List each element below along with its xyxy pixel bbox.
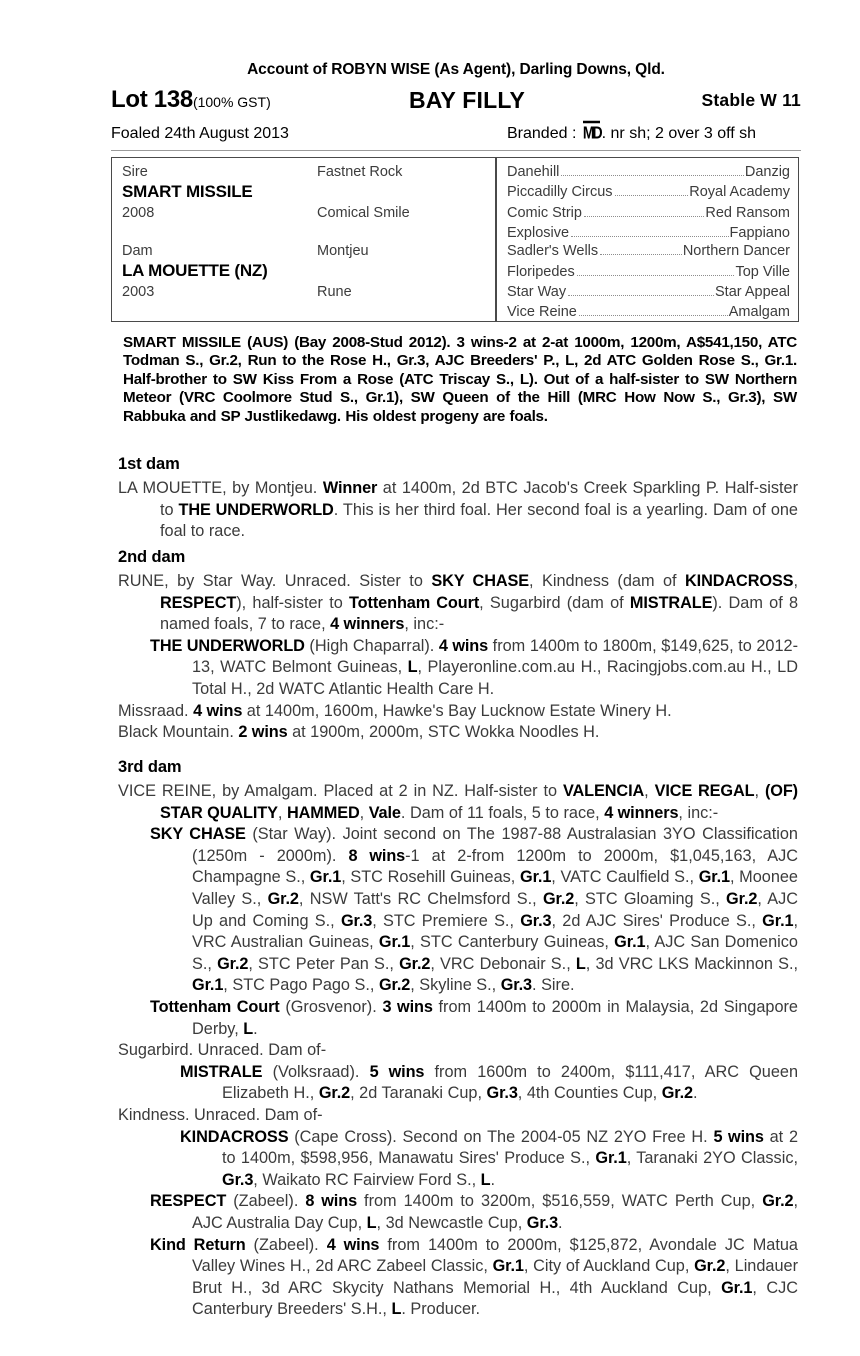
highlight-text: 8 wins: [348, 846, 406, 865]
leader-dots: [561, 175, 743, 176]
entry-text: . Dam of 11 foals, 5 to race,: [400, 803, 605, 822]
entry-text: from 1400m to 2000m in Malaysia, 2d Singapore Derby,: [192, 998, 798, 1038]
gst-note: (100% GST): [192, 94, 271, 110]
highlight-text: 8 wins: [305, 1192, 358, 1211]
entry-text: at 1400m, 2d BTC Jacob's Creek Sparkling P. Half-sister to: [160, 479, 798, 519]
grandparent-left: Vice Reine: [507, 304, 577, 320]
leader-dots: [579, 315, 728, 316]
grandparent-right: Amalgam: [728, 304, 790, 320]
highlight-text: Vale: [368, 803, 401, 822]
highlight-text: THE UNDERWORLD: [178, 500, 334, 519]
highlight-text: Gr.1: [192, 976, 224, 995]
entry-text: .: [490, 1170, 496, 1189]
highlight-text: Gr.3: [500, 976, 533, 995]
highlight-text: Gr.2: [399, 954, 431, 973]
dam-sire: Montjeu: [317, 243, 369, 259]
highlight-text: 4 wins: [438, 636, 489, 655]
branded-detail: . nr sh; 2 over 3 off sh: [601, 125, 757, 142]
entry-text: (Zabeel).: [245, 1235, 327, 1254]
grandparent-left: Sadler's Wells: [507, 243, 599, 259]
entry-text: , STC Rosehill Guineas,: [341, 868, 520, 887]
highlight-text: MISTRALE: [180, 1062, 263, 1081]
highlight-text: 4 winners: [330, 615, 405, 634]
leader-dots: [577, 275, 735, 276]
grandparent-row: [507, 243, 790, 259]
stable-number: Stable W 11: [701, 90, 801, 110]
dam-heading: 2nd dam: [118, 548, 186, 566]
highlight-text: 2 wins: [238, 723, 288, 742]
grandparent-row: [507, 205, 790, 221]
entry-text: LA MOUETTE, by Montjeu.: [118, 479, 323, 497]
entry-text: at 1900m, 2000m, STC Wokka Noodles H.: [287, 723, 600, 742]
entry-text: , 3d VRC LKS Mackinnon S.,: [585, 954, 798, 973]
entry-text: ,: [277, 803, 287, 822]
highlight-text: Gr.1: [378, 933, 411, 952]
entry-text: , STC Gloaming S.,: [574, 889, 727, 908]
highlight-text: L: [366, 1213, 377, 1232]
entry-text: , Sugarbird (dam of: [479, 593, 630, 612]
entry-text: ,: [754, 782, 765, 800]
entry-text: . Producer.: [401, 1300, 481, 1319]
highlight-text: Gr.2: [726, 889, 758, 908]
entry-text: , Lindauer Brut H., 3d ARC Skycity Nathans Memorial H., 4th Auckland Cup,: [192, 1257, 799, 1297]
entry-text: from 1400m to 2000m, $125,872, Avondale JC Matua Valley Wines H., 2d ARC Zabeel Classic,: [192, 1235, 798, 1276]
pedigree-entry: [118, 571, 798, 636]
entry-text: at 2 to 1400m, $598,956, Manawatu Sires' Produce S.,: [222, 1127, 798, 1168]
entry-text: RUNE, by Star Way. Unraced. Sister to: [118, 572, 432, 590]
highlight-text: Tottenham Court: [349, 593, 480, 612]
grandparent-left: Star Way: [507, 284, 567, 300]
pedigree-entry: [118, 701, 798, 723]
pedigree-entry: [118, 722, 798, 744]
highlight-text: 4 wins: [326, 1235, 380, 1254]
grandparent-left: Explosive: [507, 225, 570, 241]
highlight-text: Gr.1: [595, 1149, 627, 1168]
entry-text: , 2d Taranaki Cup,: [350, 1084, 487, 1103]
grandparent-row: [507, 304, 790, 320]
pedigree-entry: [118, 478, 798, 543]
dam-heading: 3rd dam: [118, 758, 182, 776]
grandparent-right: Fappiano: [729, 225, 790, 241]
highlight-text: L: [480, 1170, 491, 1189]
highlight-text: MISTRALE: [629, 593, 713, 612]
dam-heading: 1st dam: [118, 455, 180, 473]
entry-text: from 1600m to 2400m, $111,417, ARC Queen Elizabeth H.,: [222, 1062, 799, 1103]
highlight-text: Gr.1: [762, 911, 794, 930]
entry-text: , 4th Counties Cup,: [517, 1084, 662, 1103]
highlight-text: Gr.1: [698, 868, 730, 887]
entry-text: VICE REINE, by Amalgam. Placed at 2 in NZ. Half-sister to: [118, 782, 563, 800]
highlight-text: 5 wins: [369, 1062, 425, 1081]
entry-text: , Waikato RC Fairview Ford S.,: [253, 1170, 481, 1189]
entry-text: Black Mountain.: [118, 723, 239, 742]
entry-text: , STC Pago Pago S.,: [223, 976, 379, 995]
entry-text: ,: [359, 803, 369, 822]
grandparent-left: Danehill: [507, 164, 560, 180]
grandparent-right: Northern Dancer: [682, 243, 790, 259]
highlight-text: Winner: [322, 479, 378, 497]
entry-text: , inc:-: [404, 615, 445, 634]
entry-text: Missraad.: [118, 701, 194, 720]
leader-dots: [600, 254, 682, 255]
sire-summary: SMART MISSILE (AUS) (Bay 2008-Stud 2012). 3 wins-2 at 2-at 1000m, 1200m, A$541,150, ATC Todman S., Gr.2, Run to the Rose H., Gr.3, AJC Breeders' P., L, 2d ATC Golden Rose S., Gr.1. Half-brother to SW Kiss From a Rose (ATC Triscay S., L). Out of a half-sister to SW Northern Meteor (VRC Coolmore Stud S., Gr.1), SW Queen of the Hill (MRC How Now S., Gr.3), SW Rabbuka and SP Justlikedawg. His oldest progeny are foals.: [123, 334, 797, 425]
entry-text: , VRC Debonair S.,: [430, 954, 576, 973]
highlight-text: Gr.2: [267, 889, 299, 908]
branded-info: [507, 122, 757, 143]
account-line: Account of ROBYN WISE (As Agent), Darling Downs, Qld.: [247, 61, 665, 78]
sire-label: Sire: [122, 164, 148, 180]
entry-text: , STC Peter Pan S.,: [248, 954, 400, 973]
highlight-text: Gr.1: [614, 933, 646, 952]
pedigree-entry: [150, 824, 798, 997]
entry-text: , AJC Australia Day Cup,: [192, 1192, 798, 1232]
pedigree-entry: [118, 781, 798, 824]
entry-text: , AJC Up and Coming S.,: [192, 889, 798, 930]
entry-text: .: [558, 1213, 563, 1232]
entry-text: , 2d AJC Sires' Produce S.,: [551, 911, 763, 930]
highlight-text: Gr.1: [520, 868, 552, 887]
highlight-text: Gr.1: [492, 1257, 524, 1276]
leader-dots: [568, 295, 714, 296]
brand-mark-icon: MD: [582, 122, 601, 142]
highlight-text: THE UNDERWORLD: [150, 636, 305, 655]
pedigree-entry: [150, 1191, 798, 1234]
highlight-text: Gr.2: [661, 1084, 693, 1103]
lot-number-label: Lot 138: [111, 86, 193, 113]
highlight-text: Gr.3: [222, 1170, 254, 1189]
pedigree-entry: [118, 1105, 798, 1127]
highlight-text: Gr.2: [217, 954, 249, 973]
entry-text: ,: [793, 572, 798, 590]
entry-text: from 1400m to 3200m, $516,559, WATC Perth Cup,: [357, 1192, 763, 1211]
highlight-text: Gr.2: [694, 1257, 726, 1276]
highlight-text: L: [391, 1300, 402, 1319]
entry-text: , City of Auckland Cup,: [523, 1257, 695, 1276]
highlight-text: Gr.3: [520, 911, 552, 930]
highlight-text: RESPECT: [150, 1192, 227, 1211]
foaled-date: Foaled 24th August 2013: [111, 125, 289, 142]
header-divider: [111, 150, 801, 151]
highlight-text: Gr.3: [486, 1084, 518, 1103]
grandparent-right: Top Ville: [735, 264, 790, 280]
entry-text: .: [253, 1019, 258, 1038]
page-header: [111, 60, 801, 149]
pedigree-entry: [180, 1062, 798, 1105]
grandparent-right: Royal Academy: [689, 184, 790, 200]
dam-dam: Rune: [317, 284, 352, 300]
entry-text: (High Chaparral).: [304, 636, 439, 655]
highlight-text: VICE REGAL: [654, 782, 755, 800]
entry-text: , CJC Canterbury Breeders' S.H.,: [192, 1278, 798, 1319]
highlight-text: Gr.2: [542, 889, 575, 908]
entry-text: (Volksraad).: [262, 1062, 370, 1081]
entry-text: . Sire.: [532, 976, 575, 995]
highlight-text: Gr.1: [309, 868, 342, 887]
grandparent-row: [507, 164, 790, 180]
entry-text: ,: [644, 782, 655, 800]
highlight-text: RESPECT: [160, 593, 237, 612]
entry-text: at 1400m, 1600m, Hawke's Bay Lucknow Estate Winery H.: [242, 701, 672, 720]
highlight-text: 4 wins: [193, 701, 243, 720]
entry-text: from 1400m to 1800m, $149,625, to 2012-13, WATC Belmont Guineas,: [192, 636, 798, 677]
dam-name: LA MOUETTE (NZ): [122, 261, 268, 280]
highlight-text: KINDACROSS: [684, 572, 794, 590]
grandparent-left: Floripedes: [507, 264, 575, 280]
sire-dam: Comical Smile: [317, 205, 410, 221]
entry-text: (Cape Cross). Second on The 2004-05 NZ 2YO Free H.: [288, 1127, 714, 1146]
entry-text: (Grosvenor).: [279, 998, 383, 1016]
leader-dots: [615, 195, 689, 196]
entry-text: ). Dam of 8 named foals, 7 to race,: [160, 593, 799, 634]
highlight-text: Tottenham Court: [150, 998, 280, 1016]
pedigree-entry: [150, 1235, 798, 1321]
sire-year: 2008: [122, 205, 155, 221]
pedigree-entry: [150, 997, 798, 1040]
highlight-text: 4 winners: [604, 803, 679, 822]
highlight-text: Gr.2: [762, 1192, 794, 1211]
entry-text: , VATC Caulfield S.,: [551, 868, 699, 887]
entry-text: , AJC San Domenico S.,: [192, 933, 798, 973]
pedigree-left-column: [112, 158, 495, 321]
grandparent-left: Comic Strip: [507, 205, 582, 221]
entry-text: , Moonee Valley S.,: [192, 868, 798, 908]
highlight-text: VALENCIA: [562, 782, 645, 800]
highlight-text: 5 wins: [713, 1127, 764, 1146]
pedigree-entry: [118, 1040, 798, 1062]
leader-dots: [584, 216, 704, 217]
entry-text: , STC Premiere S.,: [372, 911, 521, 930]
highlight-text: Gr.3: [526, 1213, 559, 1232]
highlight-text: L: [575, 954, 586, 973]
foaled-branded-row: [111, 122, 801, 149]
highlight-text: Gr.3: [340, 911, 373, 930]
entry-text: Kindness. Unraced. Dam of-: [118, 1106, 323, 1124]
dam-year: 2003: [122, 284, 155, 300]
entry-text: , Playeronline.com.au H., Racingjobs.com.au H., LD Total H., 2d WATC Atlantic Health Care H.: [192, 658, 798, 698]
highlight-text: HAMMED: [286, 803, 360, 822]
entry-text: (Star Way). Joint second on The 1987-88 Australasian 3YO Classification (1250m - 2000m).: [192, 825, 798, 865]
entry-text: , Skyline S.,: [410, 976, 501, 995]
highlight-text: Gr.2: [318, 1084, 351, 1103]
pedigree-table: [111, 157, 799, 322]
entry-text: , Taranaki 2YO Classic,: [626, 1149, 798, 1168]
highlight-text: Gr.2: [378, 976, 411, 995]
highlight-text: Gr.1: [721, 1278, 753, 1297]
grandparent-row: [507, 184, 790, 200]
highlight-text: Kind Return: [150, 1235, 246, 1254]
entry-text: , NSW Tatt's RC Chelmsford S.,: [298, 889, 543, 908]
pedigree-entry: [180, 1127, 798, 1192]
pedigree-entry: [150, 636, 798, 701]
grandparent-right: Red Ransom: [705, 205, 790, 221]
highlight-text: KINDACROSS: [180, 1127, 289, 1146]
grandparent-left: Piccadilly Circus: [507, 184, 613, 200]
entry-text: -1 at 2-from 1200m to 2000m, $1,045,163, AJC Champagne S.,: [192, 846, 798, 887]
entry-text: . This is her third foal. Her second foal is a yearling. Dam of one foal to race.: [160, 500, 798, 541]
highlight-text: SKY CHASE: [431, 572, 530, 590]
sire-sire: Fastnet Rock: [317, 164, 403, 180]
entry-text: , inc:-: [678, 803, 719, 822]
pedigree-right-column: [497, 158, 798, 321]
grandparent-row: [507, 264, 790, 280]
entry-text: ), half-sister to: [236, 593, 350, 612]
highlight-text: 3 wins: [382, 998, 433, 1016]
dam-label: Dam: [122, 243, 153, 259]
grandparent-row: [507, 284, 790, 300]
entry-text: , STC Canterbury Guineas,: [410, 933, 615, 952]
highlight-text: (OF) STAR QUALITY: [160, 782, 798, 822]
entry-text: , Kindness (dam of: [529, 572, 685, 590]
entry-text: , 3d Newcastle Cup,: [376, 1213, 527, 1232]
grandparent-right: Danzig: [744, 164, 790, 180]
highlight-text: SKY CHASE: [150, 825, 246, 844]
entry-text: , VRC Australian Guineas,: [192, 911, 798, 952]
lot-row: [111, 86, 801, 118]
grandparent-row: [507, 225, 790, 241]
sire-name: SMART MISSILE: [122, 182, 253, 201]
leader-dots: [571, 236, 728, 237]
highlight-text: L: [243, 1019, 254, 1038]
entry-text: Sugarbird. Unraced. Dam of-: [118, 1041, 327, 1060]
branded-label: Branded :: [507, 125, 577, 142]
horse-sex-colour: BAY FILLY: [409, 87, 525, 113]
entry-text: .: [692, 1084, 698, 1103]
entry-text: (Zabeel).: [226, 1192, 306, 1211]
grandparent-right: Star Appeal: [715, 284, 790, 300]
highlight-text: L: [407, 658, 418, 677]
